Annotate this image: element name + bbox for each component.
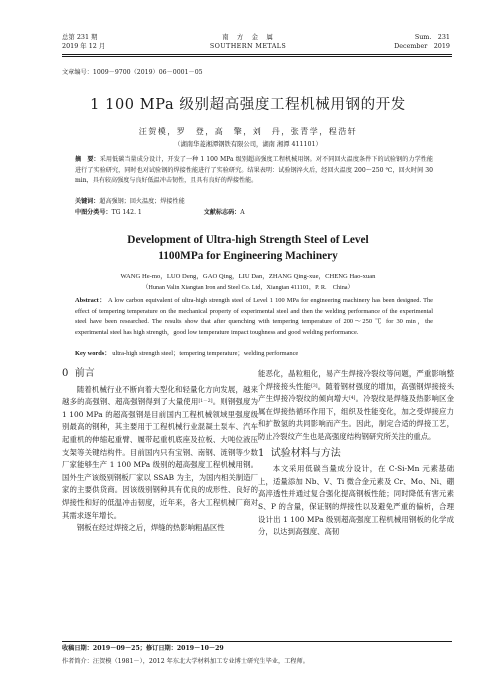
affiliation-en: （Hunan Valin Xiangtan Iron and Steel Co. Ltd，Xiangtan 411101，P. R. China）: [142, 284, 354, 291]
footnotes: [62, 642, 452, 668]
clc-label: 中图分类号：: [75, 209, 112, 216]
keywords-en: [75, 349, 433, 360]
journal-name-en: SOUTHERN METALS: [209, 42, 287, 50]
authors-en: WANG He-mo，LUO Deng，GAO Qing，LIU Dan，ZHANG Qing-xue，CHENG Hao-xuan: [120, 273, 376, 280]
paragraph: 能恶化，晶粒粗化，易产生焊接冷裂纹等问题，严重影响整个焊接接头性能[3]。随着钢材强度的增加，高强钢焊接接头产生焊接冷裂纹的倾向增大[4]。冷裂纹是焊缝及热影响区金属在焊接热循环作用下，组织及性能变化，加之受焊接应力和扩散氢的共同影响而产生。因此，制定合适的焊接工艺，防止冷裂纹产生也是高强度结构钢研究所关注的重点。: [258, 369, 454, 441]
abstract-cn-text: 采用低碳当量成分设计，开发了一种 1 100 MPa 级别超高强度工程机械用钢。对不同回火温度条件下的试验钢的力学性能进行了实验研究，同时也对试验钢的焊接性能进行了实验研究。结果表明：试验钢淬火后，经回火温度 200～250 ℃，回火时间 30 min，具有较高强度与良好低温冲击韧性，且具有良好的焊接性能。: [75, 156, 433, 185]
abstract-cn-label: 摘 要：: [75, 156, 100, 163]
section-1-heading: [258, 448, 454, 461]
right-column: [258, 368, 454, 539]
citation: [4]: [348, 396, 356, 402]
abstract-en: [75, 296, 433, 338]
paragraph: 随着机械行业不断向着大型化和轻量化方向发展，越来越多的高强钢、超高强钢得到了大量使用[1－2]。则钢强度为 1 100 MPa 的超高强钢是目前国内工程机械领域里强度级别最高的钢种，其主要用于工程机械行业混凝土泵车、汽车起重机的伸缩起重臂、履带起重机底座及拉板、大吨位液压支架等关键结构件。目前国内只有宝钢、南钢、涟钢等少数厂家能够生产 1 100 MPa 级别的超高强度工程机械用钢。国外生产该级别钢板厂家以 SSAB 为主，为国内相关制造厂家的主要供货商。因该级别钢种具有优良的成形性、良好的焊接性和好的低温冲击韧度，近年来，各大工程机械厂商对其需求逐年增长。: [62, 384, 258, 520]
section-0-title: 前言: [74, 368, 95, 379]
clc-line: [75, 208, 433, 219]
keywords-en-text: ultra-high strength steel；tempering temperature；welding performance: [112, 350, 299, 357]
section-0-number: 0: [62, 368, 69, 379]
issue-date-cn: 2019 年 12 月: [62, 42, 106, 50]
citation: [1－2]: [198, 399, 213, 405]
issue-total: 总第 231 期: [62, 33, 98, 41]
section-1-number: 1: [258, 447, 265, 459]
clc-value: TG 142. 1: [111, 209, 142, 216]
title-en-line2: 1100MPa for Engineering Machinery: [158, 250, 338, 262]
left-column: [62, 368, 258, 535]
header-rule-thin: [62, 56, 452, 57]
journal-name-cn: 南 方 金 属: [222, 33, 274, 41]
keywords-cn: [75, 197, 433, 208]
abstract-en-text: A low carbon equivalent of ultra-high strength steel of Level 1 100 MPa for engineering machinery has been designed. The effect of tempering temperature on the mechanical property of experimental steel and then the welding performance of the experimental steel have been researched. The results show that after quenching with tempering temperature of 200～250 ℃ for 30 min，the experimental steel has high strength，good low temperature impact toughness and good welding performance.: [75, 297, 434, 336]
author-bio: 作者简介：汪贺模（1981－），2012 年东北大学材料加工专业博士研究生毕业，工程师。: [62, 658, 309, 665]
paragraph: 钢板在经过焊接之后，焊缝的热影响粗晶区性: [76, 523, 225, 533]
article-number: 文章编号：1009－9700（2019）06－0001－05: [62, 69, 203, 76]
doc-code-value: A: [240, 209, 245, 216]
keywords-en-label: Key words：: [75, 350, 111, 357]
affiliation-cn: （湖南华菱湘潭钢铁有限公司，湖南 湘潭 411101）: [174, 141, 322, 148]
title-en: [0, 232, 496, 264]
authors-cn: 汪贺模，罗 登，高 擎，刘 丹，张青学，程浩轩: [138, 127, 358, 136]
doc-code-label: 文献标志码：: [203, 209, 241, 216]
sum-number: Sum. 231: [414, 33, 450, 41]
citation: [3]: [311, 383, 318, 389]
title-en-line1: Development of Ultra-high Strength Steel of Level: [127, 234, 369, 246]
running-header-right: [394, 33, 450, 51]
abstract-en-label: Abstract：: [75, 297, 107, 304]
title-cn: 1 100 MPa 级别超高强度工程机械用钢的开发: [90, 97, 406, 113]
header-rule: [62, 54, 452, 55]
paragraph: 本文采用低碳当量成分设计，在 C-Si-Mn 元素基础上，适量添加 Nb、V、Ti 微合金元素及 Cr、Mo、Ni、硼高淬透性并通过复合强化提高钢板性能；同时降低有害元素 S、P 的含量，保证钢的焊接性以及避免严重的偏析，合理设计出 1 100 MPa 级别超高强度工程机械用钢板的化学成分，以达到高强度、高韧: [258, 464, 454, 537]
keywords-cn-label: 关键词：: [75, 198, 100, 205]
received-date: 收稿日期：2019－09－25；修订日期：2019－10－29: [62, 645, 224, 652]
section-0-heading: [62, 368, 258, 381]
section-1-title: 试验材料与方法: [270, 447, 341, 459]
abstract-cn: [75, 155, 433, 187]
keywords-cn-text: 超高强钢；回火温度；焊接性能: [99, 198, 185, 205]
issue-date-en: December 2019: [394, 42, 450, 50]
